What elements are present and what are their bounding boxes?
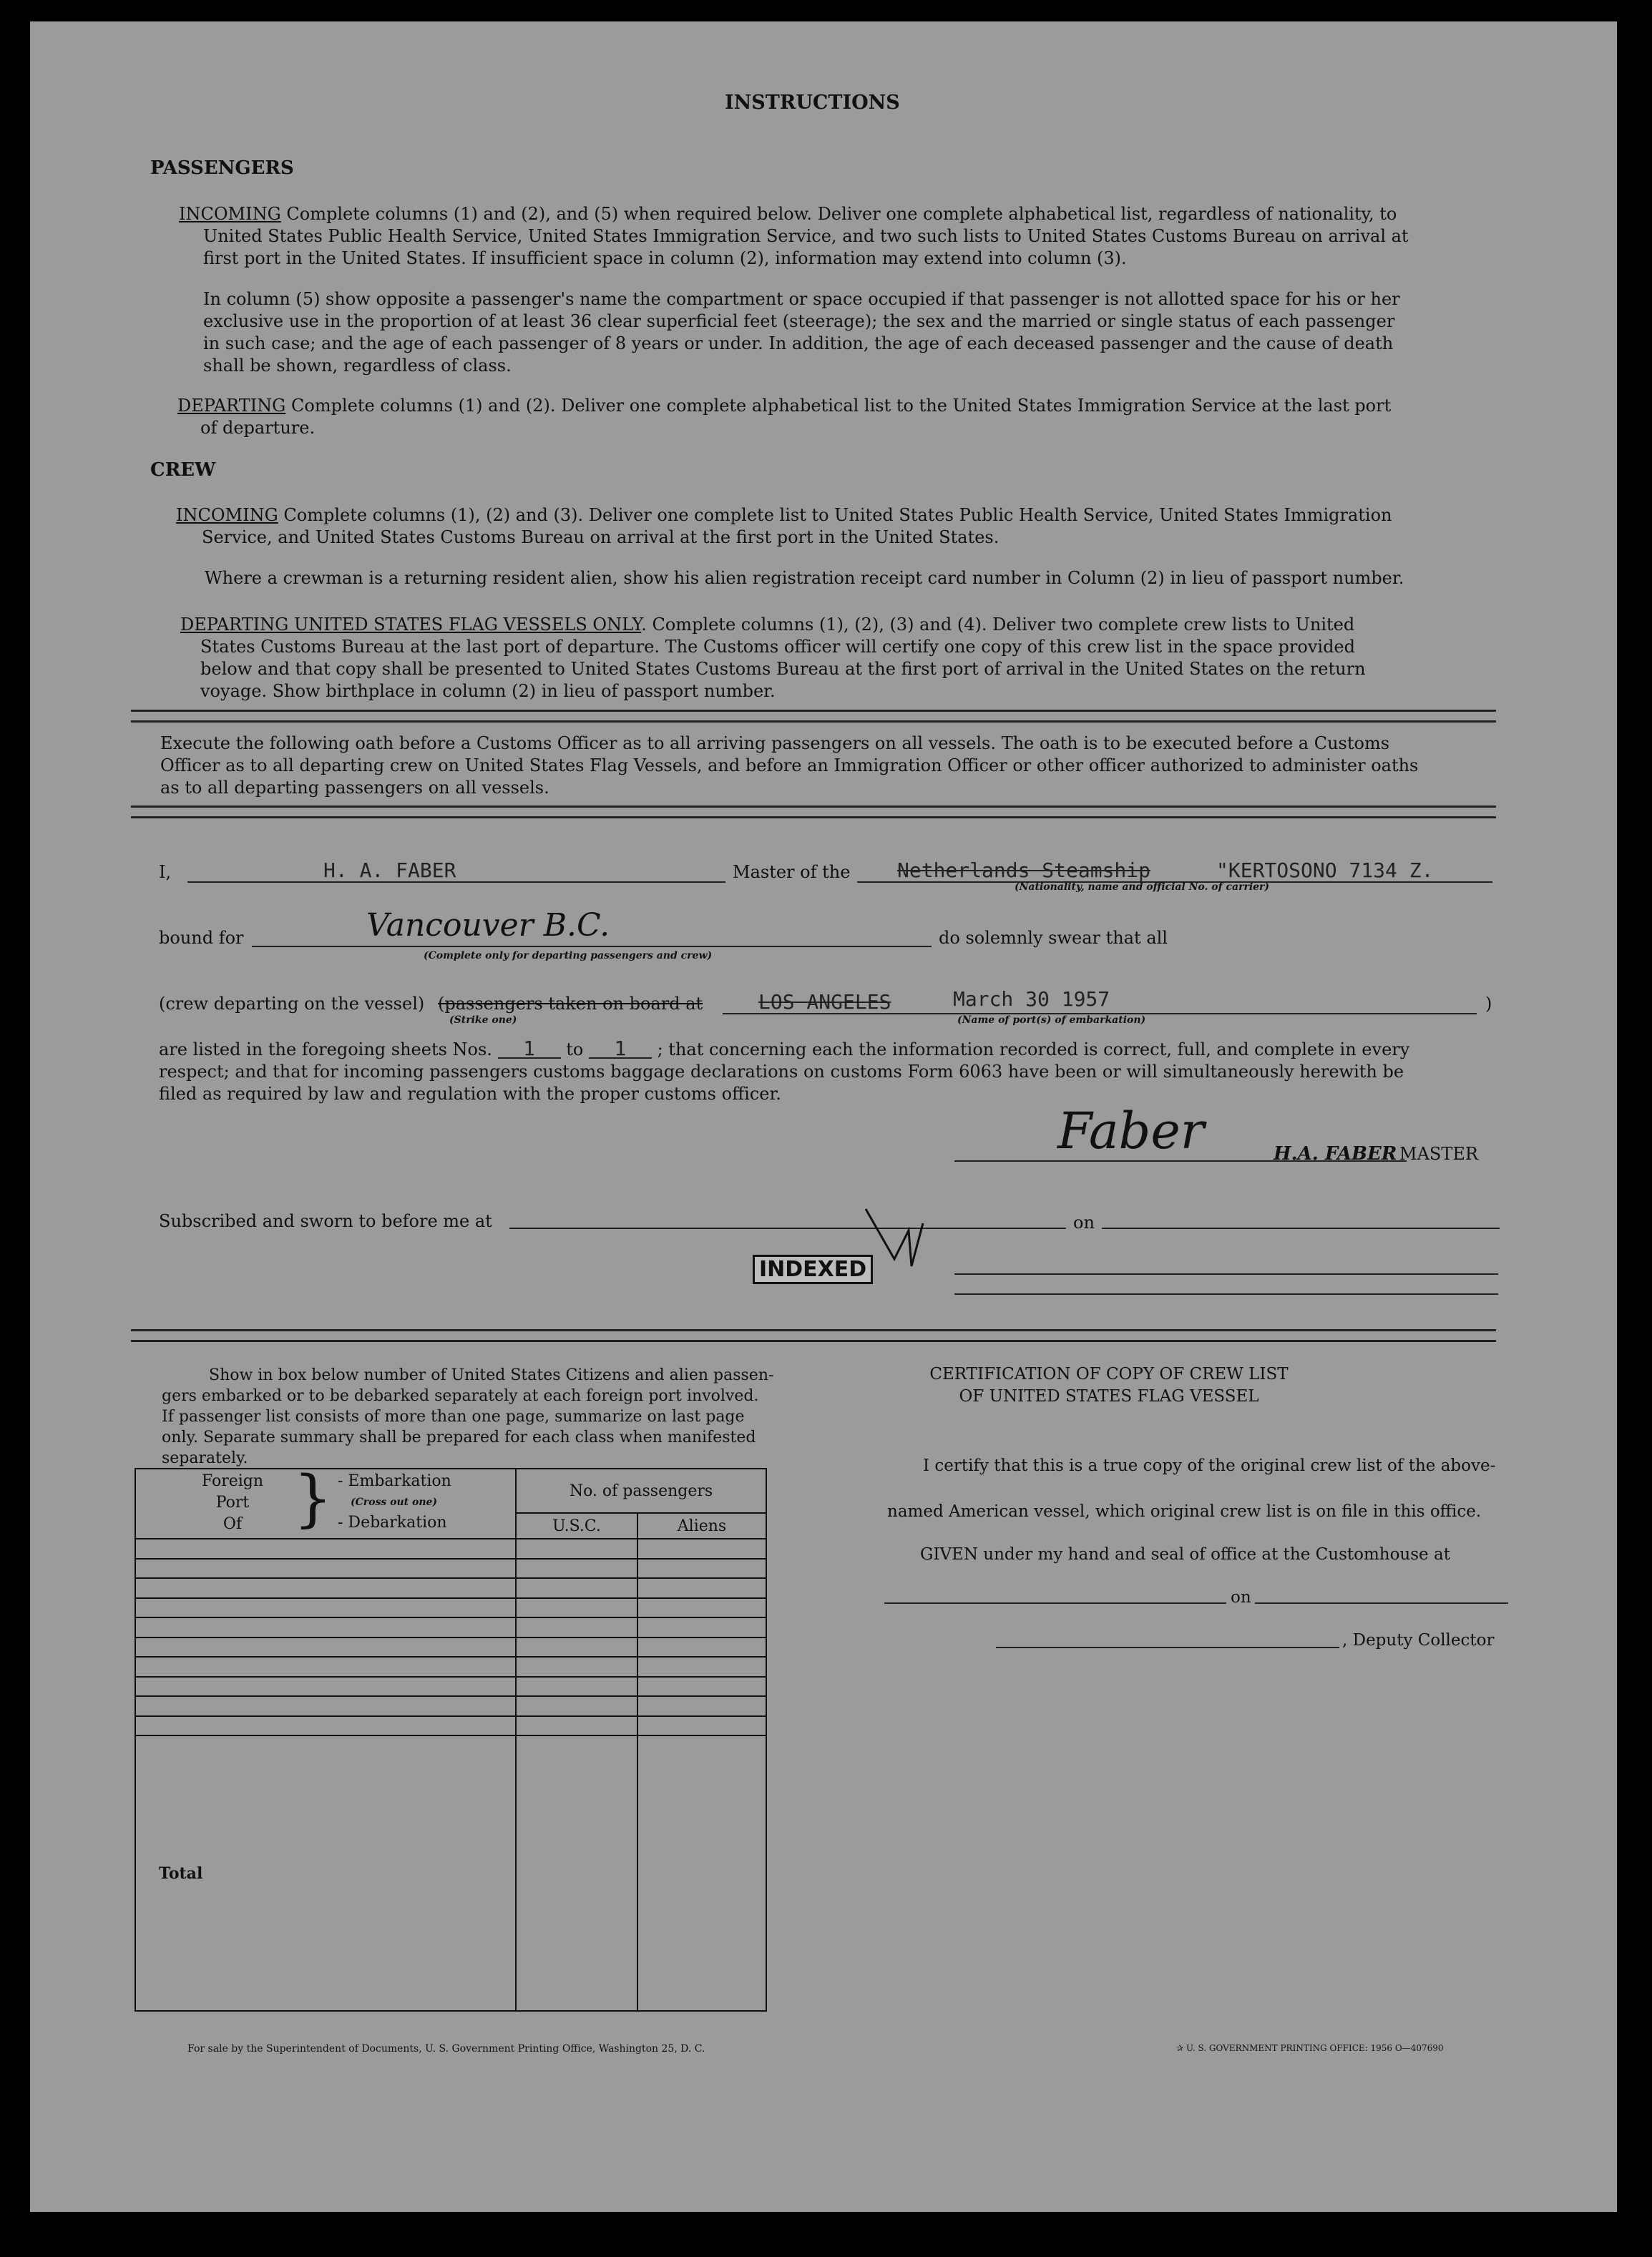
page-title: INSTRUCTIONS [725,92,900,114]
port-caption: (Name of port(s) of embarkation) [957,1014,1146,1026]
crew-incoming-label: INCOMING [176,505,278,525]
crew-heading: CREW [150,459,216,481]
total-row [135,1735,766,2011]
vessel-nationality-struck[interactable]: Netherlands Steamship [897,858,1151,882]
certification-title1: CERTIFICATION OF COPY OF CREW LIST [929,1365,1289,1384]
table-row [135,1677,766,1697]
aliens-cell[interactable] [637,1696,766,1716]
crew-departing-label: DEPARTING UNITED STATES FLAG VESSELS ONLY [180,615,642,635]
crew-incoming-line2: Service, and United States Customs Bureau on arrival at the first port in the United States. [202,527,999,547]
aliens-cell[interactable] [637,1598,766,1618]
summary-line3: If passenger list consists of more than one page, summarize on last page [162,1408,745,1426]
certification-on-label: on [1231,1588,1251,1607]
crew-departing-line3: below and that copy shall be presented to United States Customs Bureau at the first port of arrival in the United States on the return [200,659,1366,679]
oath-instructions-line1: Execute the following oath before a Customs Officer as to all arriving passengers on all vessels. The oath is to be executed before a Customs [160,733,1390,753]
table-row [135,1559,766,1579]
usc-cell[interactable] [516,1617,637,1637]
total-aliens-cell[interactable] [637,1735,766,2011]
subscribed-on-label: on [1073,1213,1095,1233]
certification-title2: OF UNITED STATES FLAG VESSEL [959,1387,1259,1406]
master-name-value[interactable]: H. A. FABER [323,858,456,882]
port-cell[interactable] [135,1657,516,1677]
foreign-port-label [200,1471,265,1535]
summary-line4: only. Separate summary shall be prepared for each class when manifested [162,1429,756,1446]
port-cell[interactable] [135,1617,516,1637]
cross-out-caption: (Cross out one) [351,1497,438,1508]
aliens-cell[interactable] [637,1677,766,1697]
summary-instructions [162,1365,773,1469]
oath-instructions [160,733,1418,799]
subscribed-date-line[interactable] [1102,1228,1500,1229]
table-header-row [135,1469,766,1513]
signature-print-name: H.A. FABER [1274,1143,1397,1165]
oath-line3: filed as required by law and regulation with the proper customs officer. [159,1084,781,1104]
footer-sale-note: For sale by the Superintendent of Documents, U. S. Government Printing Office, Washington 25, D. C. [187,2043,705,2055]
passengers-option-struck: (passengers taken on board at [438,994,703,1014]
officer-line-1 [954,1273,1498,1275]
sheet-from-value[interactable]: 1 [498,1040,561,1059]
aliens-cell[interactable] [637,1637,766,1658]
certification-line2: named American vessel, which original crew list is on file in this office. [887,1502,1482,1521]
passenger-summary-table [135,1463,767,2012]
passengers-incoming-label: INCOMING [179,204,281,224]
crew-departing-line4: voyage. Show birthplace in column (2) in lieu of passport number. [200,681,776,701]
of-label: Of [223,1515,243,1533]
total-usc-cell[interactable] [516,1735,637,2011]
listed-para [159,1039,1409,1105]
master-name-line [187,881,725,883]
certification-line1: I certify that this is a true copy of the original crew list of the above- [923,1456,1496,1475]
bound-for-label: bound for [159,928,244,948]
date-value[interactable]: March 30 1957 [953,987,1110,1011]
usc-cell[interactable] [516,1578,637,1598]
double-rule-3 [131,1329,1496,1342]
strike-caption: (Strike one) [449,1014,517,1026]
crew-incoming-line1: Complete columns (1), (2) and (3). Deliver one complete list to United States Public Health Service, United States Immigration [283,505,1392,525]
table-row [135,1716,766,1736]
master-label: MASTER [1399,1144,1478,1164]
double-rule-1 [131,710,1496,723]
oath-instructions-line2: Officer as to all departing crew on United States Flag Vessels, and before an Immigration Officer or other officer authorized to administer oaths [160,755,1419,775]
crew-departing-line2: States Customs Bureau at the last port of departure. The Customs officer will certify one copy of this crew list in the space provided [200,637,1355,657]
port-cell[interactable] [135,1539,516,1559]
oath-line2: respect; and that for incoming passengers customs baggage declarations on customs Form 6063 have been or will simultaneously herewith be [159,1062,1404,1082]
port-value[interactable]: LOS ANGELES [758,990,891,1014]
column5-line3: in such case; and the age of each passenger of 8 years or under. In addition, the age of each deceased passenger and the cause of death [203,333,1394,353]
usc-cell[interactable] [516,1598,637,1618]
oath-instructions-line3: as to all departing passengers on all vessels. [160,778,549,798]
passengers-incoming-para [179,203,1409,270]
brace-glyph: } [293,1463,333,1534]
no-passengers-header: No. of passengers [516,1469,766,1513]
passengers-incoming-line2: United States Public Health Service, United States Immigration Service, and two such lists to United States Customs Bureau on arrival at [203,226,1409,246]
summary-line5: separately. [162,1449,248,1467]
table-row [135,1598,766,1618]
usc-cell[interactable] [516,1559,637,1579]
aliens-header: Aliens [637,1513,766,1539]
passengers-departing-label: DEPARTING [177,396,286,416]
vessel-name-value[interactable]: "KERTOSONO 7134 Z. [1216,858,1434,882]
usc-cell[interactable] [516,1677,637,1697]
port-label: Port [215,1494,250,1512]
subscribed-label: Subscribed and sworn to before me at [159,1211,492,1231]
column5-line2: exclusive use in the proportion of at least 36 clear superficial feet (steerage); the sex and the married or single status of each passenger [203,311,1395,331]
summary-line2: gers embarked or to be debarked separately at each foreign port involved. [162,1387,759,1405]
vessel-caption: (Nationality, name and official No. of carrier) [1015,881,1270,893]
table-row [135,1617,766,1637]
bound-for-line [252,946,932,947]
table-row [135,1539,766,1559]
foreign-port-header [135,1463,516,1539]
listed-rest: ; that concerning each the information recorded is correct, full, and complete in every [657,1039,1410,1059]
close-paren: ) [1485,994,1492,1014]
table-row [135,1696,766,1716]
passengers-incoming-line1: Complete columns (1) and (2), and (5) when required below. Deliver one complete alphabetical list, regardless of nationality, to [286,204,1397,224]
port-cell[interactable] [135,1696,516,1716]
aliens-cell[interactable] [637,1578,766,1598]
aliens-cell[interactable] [637,1559,766,1579]
usc-cell[interactable] [516,1539,637,1559]
foreign-label: Foreign [201,1472,264,1490]
deputy-collector-label: , Deputy Collector [1342,1631,1495,1650]
sheet-to-value[interactable]: 1 [589,1040,652,1059]
crew-departing-option: (crew departing on the vessel) [159,994,425,1014]
port-cell[interactable] [135,1578,516,1598]
indexed-check-mark [859,1202,944,1285]
port-cell[interactable] [135,1677,516,1697]
table-row [135,1657,766,1677]
double-rule-2 [131,806,1496,818]
passengers-departing-para [177,395,1391,439]
oath-i-label: I, [159,862,172,882]
bound-caption: (Complete only for departing passengers and crew) [424,950,713,961]
debarkation-label: - Debarkation [338,1514,447,1532]
master-of-label: Master of the [733,862,851,882]
master-signature: Faber [1057,1102,1205,1160]
summary-line1: Show in box below number of United States Citizens and alien passen- [209,1366,774,1384]
listed-label: are listed in the foregoing sheets Nos. [159,1039,492,1059]
aliens-cell[interactable] [637,1617,766,1637]
crew-resident-line: Where a crewman is a returning resident alien, show his alien registration receipt card number in Column (2) in lieu of passport number. [205,568,1404,588]
crew-departing-para [180,614,1366,702]
port-cell[interactable] [135,1716,516,1736]
crew-incoming-para [176,504,1392,549]
aliens-cell[interactable] [637,1716,766,1736]
port-cell[interactable] [135,1559,516,1579]
certification-date-line[interactable] [1255,1602,1508,1604]
certification-line3: GIVEN under my hand and seal of office at the Customhouse at [920,1545,1450,1564]
crew-departing-line1: . Complete columns (1), (2), (3) and (4). Deliver two complete crew lists to United [641,615,1355,635]
total-label: Total [135,1735,516,2011]
usc-cell[interactable] [516,1716,637,1736]
column5-line1: In column (5) show opposite a passenger's name the compartment or space occupied if that passenger is not allotted space for his or her [203,289,1400,309]
passengers-heading: PASSENGERS [150,157,294,179]
subscribed-place-line[interactable] [509,1228,1066,1229]
table-row [135,1637,766,1658]
aliens-cell[interactable] [637,1657,766,1677]
table-row [135,1578,766,1598]
port-cell[interactable] [135,1637,516,1658]
bound-for-value[interactable]: Vancouver B.C. [366,907,610,944]
officer-line-2 [954,1293,1498,1295]
column5-para [203,288,1400,377]
passengers-departing-line1: Complete columns (1) and (2). Deliver one complete alphabetical list to the United States Immigration Service at the last port [291,396,1392,416]
to-label: to [566,1039,584,1059]
deputy-signature-line[interactable] [996,1647,1339,1648]
usc-header: U.S.C. [516,1513,637,1539]
aliens-cell[interactable] [637,1539,766,1559]
embarkation-label: - Embarkation [338,1472,451,1490]
usc-cell[interactable] [516,1637,637,1658]
usc-cell[interactable] [516,1657,637,1677]
usc-cell[interactable] [516,1696,637,1716]
indexed-stamp: INDEXED [753,1255,873,1284]
passengers-incoming-line3: first port in the United States. If insufficient space in column (2), information may extend into column (3). [203,248,1127,268]
certification-title [866,1363,1352,1408]
port-cell[interactable] [135,1598,516,1618]
customhouse-line[interactable] [884,1602,1226,1604]
passengers-departing-line2: of departure. [200,418,316,438]
footer-printing-office: ✰ U. S. GOVERNMENT PRINTING OFFICE: 1956 O—407690 [1176,2043,1444,2053]
column5-line4: shall be shown, regardless of class. [203,356,512,376]
swear-label: do solemnly swear that all [939,928,1168,948]
